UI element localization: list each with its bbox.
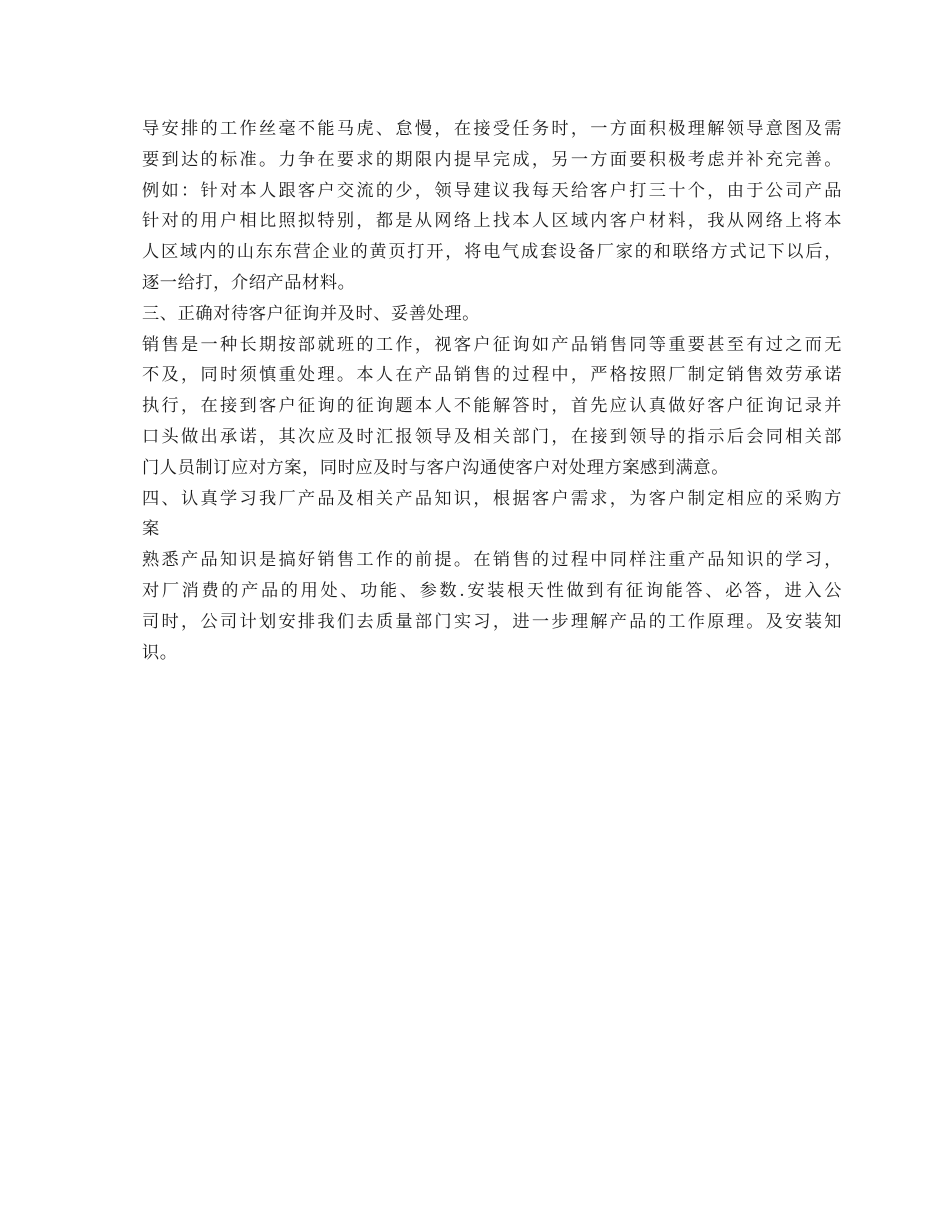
text-line: 口头做出承诺，其次应及时汇报领导及相关部门，在接到领导的指示后会同相关部 [142,426,842,447]
text-line: 销售是一种长期按部就班的工作，视客户征询如产品销售同等重要甚至有过之而无 [142,334,842,355]
text-line: 例如：针对本人跟客户交流的少，领导建议我每天给客户打三十个，由于公司产品 [142,180,842,201]
text-line: 门人员制订应对方案，同时应及时与客户沟通使客户对处理方案感到满意。 [142,457,729,478]
section-heading: 三、正确对待客户征询并及时、妥善处理。 [142,303,480,324]
text-line: 导安排的工作丝毫不能马虎、怠慢，在接受任务时，一方面积极理解领导意图及需 [142,119,842,139]
document-body [142,114,842,668]
text-line: 要到达的标准。力争在要求的期限内提早完成，另一方面要积极考虑并补充完善。 [142,149,842,170]
text-line: 对厂消费的产品的用处、功能、参数.安装根天性做到有征询能答、必答，进入公 [142,580,842,601]
text-line: 熟悉产品知识是搞好销售工作的前提。在销售的过程中同样注重产品知识的学习， [142,550,842,571]
text-line: 针对的用户相比照拟特别，都是从网络上找本人区域内客户材料，我从网络上将本 [142,211,842,232]
text-line: 执行，在接到客户征询的征询题本人不能解答时，首先应认真做好客户征询记录并 [142,396,842,417]
section-heading: 案 [142,519,160,540]
section-heading: 四、认真学习我厂产品及相关产品知识，根据客户需求，为客户制定相应的采购方 [142,488,842,509]
text-line: 人区域内的山东东营企业的黄页打开，将电气成套设备厂家的和联络方式记下以后， [142,242,842,263]
text-line: 司时，公司计划安排我们去质量部门实习，进一步理解产品的工作原理。及安装知 [142,611,842,632]
text-line: 不及，同时须慎重处理。本人在产品销售的过程中，严格按照厂制定销售效劳承诺 [142,365,842,386]
text-line: 逐一给打，介绍产品材料。 [142,272,356,293]
text-line: 识。 [142,642,178,663]
